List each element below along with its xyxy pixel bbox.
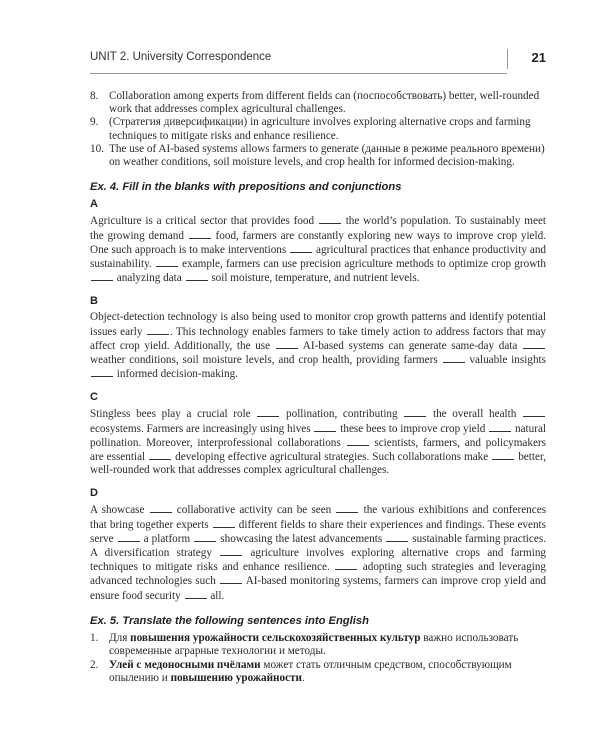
header-divider <box>507 49 508 69</box>
list-item: 8. Collaboration among experts from different fields can (поспособствовать) better, well-rounded work that addresses complex agricultural challenges. <box>90 90 540 116</box>
section-a-label: A <box>90 198 98 211</box>
blank[interactable] <box>276 339 298 349</box>
header-rule <box>90 73 507 74</box>
blank[interactable] <box>185 589 207 599</box>
blank[interactable] <box>386 532 408 542</box>
blank[interactable] <box>118 532 140 542</box>
blank[interactable] <box>257 407 279 417</box>
blank[interactable] <box>186 271 208 281</box>
blank[interactable] <box>290 243 312 253</box>
blank[interactable] <box>213 518 235 528</box>
list-item: 9. (Стратегия диверсификации) in agriculture involves exploring alternative crops and farming techniques to mitigate risks and enhance resilience. <box>90 116 531 142</box>
blank[interactable] <box>443 353 465 363</box>
blank[interactable] <box>404 407 426 417</box>
section-b-text: Object-detection technology is also being used to monitor crop growth patterns and identify potential issues early . This technology enables farmers to take timely action to address factors that may affect crop yield. Additionally, the use AI-based systems can generate same-day data weather conditions, soil moisture levels, and crop health, providing farmers valuable insights informed decision-making. <box>90 311 547 381</box>
list-item: 2. Улей с медоносными пчёлами может стать отличным средством, способствующим опылению и повышению урожайности. <box>90 658 512 684</box>
section-c-label: C <box>90 391 98 404</box>
unit-title: UNIT 2. University Correspondence <box>90 51 272 63</box>
blank[interactable] <box>314 422 336 432</box>
page-content <box>90 90 546 685</box>
blank[interactable] <box>319 214 341 224</box>
blank[interactable] <box>194 532 216 542</box>
page-number: 21 <box>531 50 546 65</box>
section-a-text: Agriculture is a critical sector that provides food the world’s population. To sustainably meet the growing demand food, farmers are constantly exploring new ways to improve crop yield. One such approach is to make interventions agricultural practices that enhance productivity and sustainability. example, farmers can use precision agriculture methods to optimize crop growth analyzing data soil moisture, temperature, and nutrient levels. <box>90 215 547 285</box>
blank[interactable] <box>150 503 172 513</box>
blank[interactable] <box>189 229 211 239</box>
list-item: 1. Для повышения урожайности сельскохозяйственных культур важно использовать современные аграрные технологии и методы. <box>90 632 519 658</box>
blank[interactable] <box>336 503 358 513</box>
blank[interactable] <box>489 422 511 432</box>
blank[interactable] <box>91 271 113 281</box>
section-d-text: A showcase collaborative activity can be seen the various exhibitions and conferences that bring together experts different fields to share their experiences and findings. These events serve a platform showcasing the latest advancements sustainable farming practices. A diversification strategy agriculture involves exploring alternative crops and farming techniques to mitigate risks and enhance resilience. adopting such strategies and leveraging advanced technologies such AI-based monitoring systems, farmers can improve crop yield and ensure food security all. <box>90 504 547 602</box>
blank[interactable] <box>220 574 242 584</box>
blank[interactable] <box>347 436 369 446</box>
section-c-text: Stingless bees play a crucial role pollination, contributing the overall health ecosystems. Farmers are increasingly using hives these bees to improve crop yield natural pollination. Moreover, interprofessional collaborations scientists, farmers, and policymakers are essential developing effective agricultural strategies. Such collaborations make better, well-rounded work that addresses complex agricultural challenges. <box>90 408 547 477</box>
blank[interactable] <box>523 339 545 349</box>
blank[interactable] <box>220 546 242 556</box>
blank[interactable] <box>149 450 171 460</box>
section-d-label: D <box>90 487 98 500</box>
exercise-5-title: Ex. 5. Translate the following sentences into English <box>90 614 369 627</box>
list-item: 10. The use of AI-based systems allows farmers to generate (данные в режиме реального времени) on weather conditions, soil moisture levels, and crop health for informed decision-making. <box>90 142 545 169</box>
exercise-4-title: Ex. 4. Fill in the blanks with prepositions and conjunctions <box>90 181 402 194</box>
page-header <box>90 51 546 73</box>
section-b-label: B <box>90 295 98 308</box>
blank[interactable] <box>156 257 178 267</box>
blank[interactable] <box>335 560 357 570</box>
blank[interactable] <box>523 407 545 417</box>
blank[interactable] <box>492 450 514 460</box>
blank[interactable] <box>91 367 113 377</box>
blank[interactable] <box>147 325 169 335</box>
